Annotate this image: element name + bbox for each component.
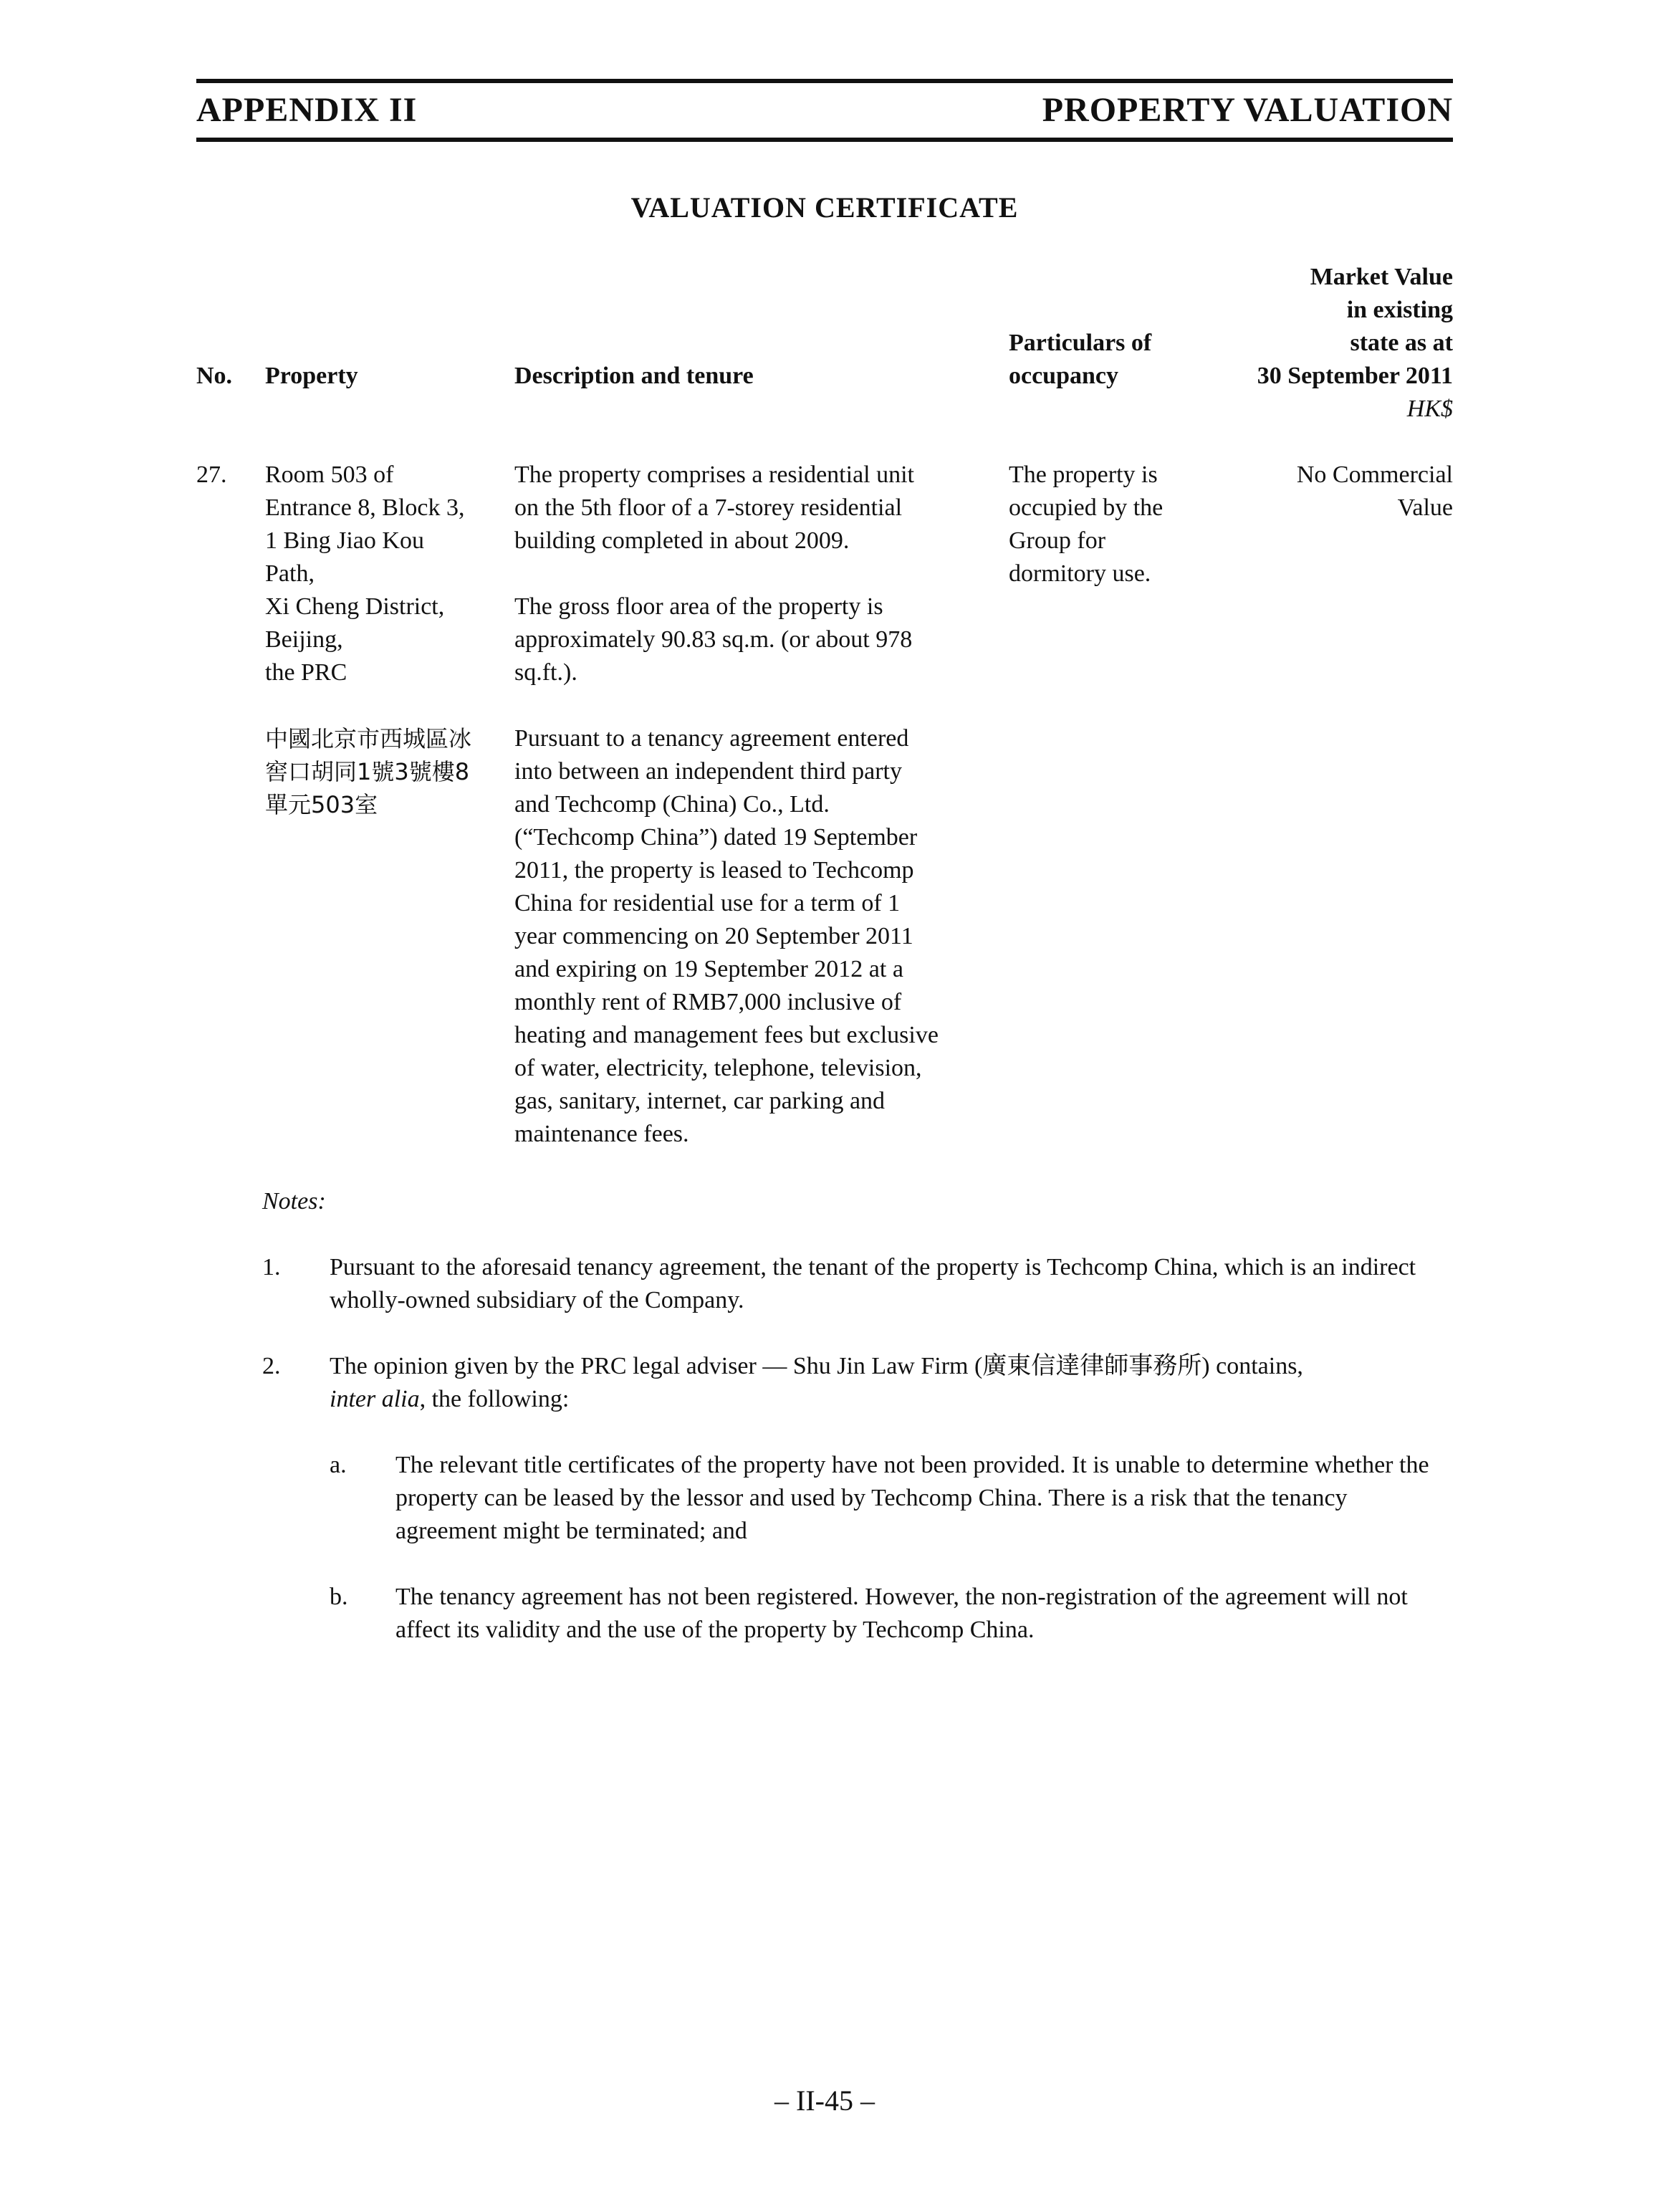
note-letter: a. — [330, 1452, 347, 1478]
description-line: approximately 90.83 sq.m. (or about 978 — [514, 626, 913, 653]
row-number: 27. — [196, 461, 227, 488]
description-line: The gross floor area of the property is — [514, 593, 883, 620]
note-number: 1. — [262, 1254, 281, 1280]
appendix-label: APPENDIX II — [196, 91, 418, 129]
property-line: Room 503 of — [265, 461, 394, 488]
occupancy-line: occupied by the — [1009, 494, 1164, 521]
property-chinese-line: 中國北京市西城區冰 — [265, 725, 472, 752]
note-number: 2. — [262, 1353, 281, 1379]
description-line: 2011, the property is leased to Techcomp — [514, 857, 914, 884]
certificate-title: VALUATION CERTIFICATE — [630, 191, 1019, 224]
description-line: of water, electricity, telephone, television, — [514, 1055, 922, 1081]
header-value-line: Market Value — [1310, 264, 1453, 290]
property-line: Xi Cheng District, — [265, 593, 445, 620]
description-line: into between an independent third party — [514, 758, 902, 785]
row-occupancy — [1009, 459, 1224, 590]
value-line: No Commercial — [1296, 461, 1453, 488]
header-occupancy-line: occupancy — [1009, 363, 1118, 389]
document-page — [196, 0, 1453, 2212]
note-text — [330, 1350, 1453, 1416]
property-chinese-line: 單元503室 — [265, 791, 378, 818]
note-text-italic: inter alia — [330, 1386, 420, 1412]
description-line: year commencing on 20 September 2011 — [514, 923, 913, 949]
header-no: No. — [196, 363, 233, 389]
description-line: maintenance fees. — [514, 1121, 689, 1147]
occupancy-line: Group for — [1009, 527, 1106, 554]
description-line: and expiring on 19 September 2012 at a — [514, 956, 903, 982]
note-text: The tenancy agreement has not been registered. However, the non-registration of the agreement will not affect its validity and the use of the property by Techcomp China. — [395, 1584, 1408, 1643]
header-value-line: state as at — [1350, 330, 1453, 356]
description-line: on the 5th floor of a 7-storey residential — [514, 494, 903, 521]
occupancy-line: The property is — [1009, 461, 1158, 488]
header-property: Property — [265, 363, 358, 389]
description-line: sq.ft.). — [514, 659, 577, 686]
description-line: building completed in about 2009. — [514, 527, 850, 554]
property-chinese-line: 窖口胡同1號3號樓8 — [265, 758, 470, 785]
description-line: monthly rent of RMB7,000 inclusive of — [514, 989, 902, 1015]
notes-heading: Notes: — [262, 1188, 326, 1215]
header-top-rule — [196, 79, 1453, 83]
property-line: the PRC — [265, 659, 347, 686]
value-line: Value — [1397, 494, 1453, 521]
header-occupancy-line: Particulars of — [1009, 330, 1152, 356]
header-bottom-rule — [196, 138, 1453, 142]
description-line: heating and management fees but exclusive — [514, 1022, 939, 1048]
header-occupancy — [1009, 327, 1151, 393]
description-line: Pursuant to a tenancy agreement entered — [514, 725, 909, 752]
property-line: 1 Bing Jiao Kou — [265, 527, 424, 554]
property-line: Path, — [265, 560, 315, 587]
property-line: Beijing, — [265, 626, 343, 653]
page-number: – II-45 – — [774, 2084, 875, 2117]
note-text: Pursuant to the aforesaid tenancy agreement, the tenant of the property is Techcomp China, which is an indirect wholly-owned subsidiary of the Company. — [330, 1254, 1416, 1313]
note-text: The relevant title certificates of the property have not been provided. It is unable to determine whether the property can be leased by the lessor and used by Techcomp China. There is a risk that the tenancy agreement might be terminated; and — [395, 1452, 1429, 1544]
header-currency: HK$ — [1406, 396, 1453, 422]
note-text-part: The opinion given by the PRC legal adviser — Shu Jin Law Firm (廣東信達律師事務所) contains, — [330, 1353, 1303, 1379]
header-market-value — [1257, 261, 1453, 426]
description-line: The property comprises a residential unit — [514, 461, 914, 488]
description-line: (“Techcomp China”) dated 19 September — [514, 824, 918, 851]
note-text-part: , the following: — [419, 1386, 570, 1412]
property-line: Entrance 8, Block 3, — [265, 494, 465, 521]
section-title: PROPERTY VALUATION — [1042, 91, 1453, 129]
header-description: Description and tenure — [514, 363, 754, 389]
description-line: China for residential use for a term of 1 — [514, 890, 901, 916]
header-value-line: in existing — [1346, 297, 1453, 323]
row-market-value — [1238, 459, 1453, 525]
description-line: gas, sanitary, internet, car parking and — [514, 1088, 886, 1114]
row-property — [265, 459, 509, 821]
note-letter: b. — [330, 1584, 348, 1610]
description-line: and Techcomp (China) Co., Ltd. — [514, 791, 830, 818]
header-value-line: 30 September 2011 — [1257, 363, 1453, 389]
occupancy-line: dormitory use. — [1009, 560, 1151, 587]
